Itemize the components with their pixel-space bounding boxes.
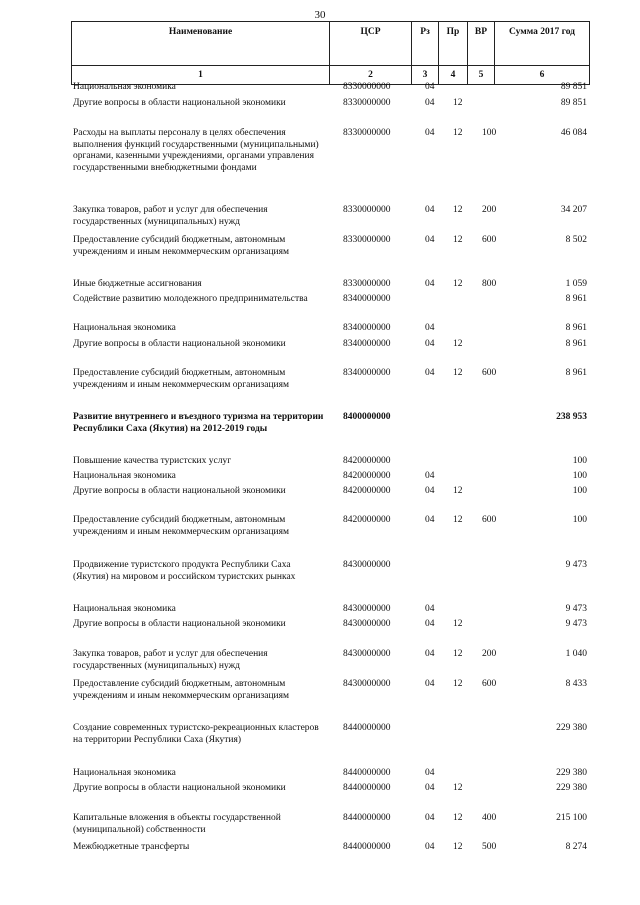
- row-name: Предоставление субсидий бюджетным, автономным учреждениям и иным некоммерческим организациям: [73, 515, 290, 537]
- row-csr: 8440000000: [343, 723, 391, 733]
- row-name: Другие вопросы в области национальной экономики: [73, 619, 286, 629]
- row-sum: 89 851: [560, 82, 587, 92]
- row-rz: 04: [425, 323, 435, 333]
- row-csr: 8430000000: [343, 619, 391, 629]
- header-col-number: 2: [330, 66, 412, 85]
- row-sum: 215 100: [556, 813, 587, 823]
- row-csr: 8330000000: [343, 82, 391, 92]
- row-vr: 800: [482, 279, 497, 289]
- row-rz: 04: [425, 279, 435, 289]
- row-vr: 600: [482, 368, 497, 378]
- row-name: Развитие внутреннего и въездного туризма на территории Республики Саха (Якутия) на 2012-2019 годы: [73, 412, 324, 434]
- row-sum: 100: [572, 515, 587, 525]
- row-sum: 8 961: [565, 339, 587, 349]
- row-pr: 12: [453, 649, 463, 659]
- row-name: Другие вопросы в области национальной экономики: [73, 783, 286, 793]
- row-pr: 12: [453, 679, 463, 689]
- row-sum: 34 207: [560, 205, 587, 215]
- row-pr: 12: [453, 515, 463, 525]
- row-rz: 04: [425, 783, 435, 793]
- row-rz: 04: [425, 486, 435, 496]
- row-pr: 12: [453, 486, 463, 496]
- row-name: Национальная экономика: [73, 323, 176, 333]
- row-csr: 8420000000: [343, 515, 391, 525]
- row-csr: 8440000000: [343, 842, 391, 852]
- row-sum: 100: [572, 471, 587, 481]
- row-sum: 8 433: [565, 679, 587, 689]
- row-pr: 12: [453, 783, 463, 793]
- row-csr: 8420000000: [343, 471, 391, 481]
- row-rz: 04: [425, 471, 435, 481]
- row-sum: 1 040: [565, 649, 587, 659]
- row-sum: 8 274: [565, 842, 587, 852]
- row-rz: 04: [425, 679, 435, 689]
- row-rz: 04: [425, 619, 435, 629]
- row-pr: 12: [453, 205, 463, 215]
- header-col-number: 5: [468, 66, 495, 85]
- row-csr: 8330000000: [343, 279, 391, 289]
- row-name: Другие вопросы в области национальной экономики: [73, 98, 286, 108]
- table-header: [71, 21, 590, 85]
- row-name: Национальная экономика: [73, 604, 176, 614]
- row-vr: 600: [482, 679, 497, 689]
- row-sum: 89 851: [560, 98, 587, 108]
- row-name: Предоставление субсидий бюджетным, автономным учреждениям и иным некоммерческим организациям: [73, 679, 290, 701]
- row-csr: 8340000000: [343, 368, 391, 378]
- page-number: 30: [314, 9, 326, 21]
- row-rz: 04: [425, 842, 435, 852]
- row-name: Другие вопросы в области национальной экономики: [73, 339, 286, 349]
- row-name: Предоставление субсидий бюджетным, автономным учреждениям и иным некоммерческим организациям: [73, 368, 290, 390]
- row-pr: 12: [453, 842, 463, 852]
- row-sum: 9 473: [565, 604, 587, 614]
- row-csr: 8430000000: [343, 679, 391, 689]
- row-pr: 12: [453, 813, 463, 823]
- row-sum: 229 380: [556, 723, 587, 733]
- row-csr: 8400000000: [343, 412, 391, 422]
- row-sum: 100: [572, 456, 587, 466]
- row-csr: 8330000000: [343, 128, 391, 138]
- row-name: Создание современных туристско-рекреационных кластеров на территории Республики Саха (Якутия): [73, 723, 319, 745]
- row-csr: 8430000000: [343, 560, 391, 570]
- row-name: Содействие развитию молодежного предпринимательства: [73, 294, 308, 304]
- header-col-number: 3: [412, 66, 439, 85]
- row-sum: 8 502: [565, 235, 587, 245]
- row-name: Закупка товаров, работ и услуг для обеспечения государственных (муниципальных) нужд: [73, 649, 268, 671]
- row-csr: 8440000000: [343, 783, 391, 793]
- row-name: Расходы на выплаты персоналу в целях обеспечения выполнения функций государственными (муниципальными) органами, казенными учреждениями, органами управления государственными внебюджетными фондами: [73, 128, 319, 173]
- row-name: Капитальные вложения в объекты государственной (муниципальной) собственности: [73, 813, 281, 835]
- row-csr: 8340000000: [343, 323, 391, 333]
- header-csr: ЦСР: [330, 22, 412, 66]
- row-name: Национальная экономика: [73, 471, 176, 481]
- row-rz: 04: [425, 813, 435, 823]
- header-pr: Пр: [439, 22, 468, 66]
- row-vr: 200: [482, 205, 497, 215]
- row-name: Иные бюджетные ассигнования: [73, 279, 202, 289]
- row-name: Межбюджетные трансферты: [73, 842, 190, 852]
- row-vr: 100: [482, 128, 497, 138]
- row-name: Закупка товаров, работ и услуг для обеспечения государственных (муниципальных) нужд: [73, 205, 268, 227]
- row-rz: 04: [425, 604, 435, 614]
- row-sum: 8 961: [565, 368, 587, 378]
- row-sum: 100: [572, 486, 587, 496]
- row-pr: 12: [453, 339, 463, 349]
- row-csr: 8430000000: [343, 649, 391, 659]
- row-pr: 12: [453, 128, 463, 138]
- row-sum: 229 380: [556, 768, 587, 778]
- row-rz: 04: [425, 768, 435, 778]
- row-csr: 8330000000: [343, 235, 391, 245]
- row-sum: 9 473: [565, 619, 587, 629]
- row-csr: 8440000000: [343, 768, 391, 778]
- header-sum: Сумма 2017 год: [495, 22, 590, 66]
- row-rz: 04: [425, 205, 435, 215]
- row-rz: 04: [425, 515, 435, 525]
- row-csr: 8440000000: [343, 813, 391, 823]
- row-csr: 8340000000: [343, 294, 391, 304]
- header-col-number: 6: [495, 66, 590, 85]
- header-rz: Рз: [412, 22, 439, 66]
- row-sum: 8 961: [565, 294, 587, 304]
- row-csr: 8330000000: [343, 98, 391, 108]
- row-sum: 1 059: [565, 279, 587, 289]
- row-rz: 04: [425, 82, 435, 92]
- row-csr: 8430000000: [343, 604, 391, 614]
- row-pr: 12: [453, 235, 463, 245]
- row-vr: 500: [482, 842, 497, 852]
- header-vr: ВР: [468, 22, 495, 66]
- row-name: Другие вопросы в области национальной экономики: [73, 486, 286, 496]
- row-sum: 46 084: [560, 128, 587, 138]
- header-col-number: 1: [72, 66, 330, 85]
- header-col-number: 4: [439, 66, 468, 85]
- row-csr: 8420000000: [343, 486, 391, 496]
- row-sum: 238 953: [556, 412, 587, 422]
- row-pr: 12: [453, 279, 463, 289]
- row-rz: 04: [425, 339, 435, 349]
- row-name: Национальная экономика: [73, 82, 176, 92]
- row-rz: 04: [425, 649, 435, 659]
- row-vr: 600: [482, 235, 497, 245]
- row-sum: 8 961: [565, 323, 587, 333]
- row-vr: 400: [482, 813, 497, 823]
- row-csr: 8330000000: [343, 205, 391, 215]
- row-sum: 9 473: [565, 560, 587, 570]
- row-name: Продвижение туристского продукта Республики Саха (Якутия) на мировом и российском туристских рынках: [73, 560, 296, 582]
- row-rz: 04: [425, 368, 435, 378]
- row-rz: 04: [425, 235, 435, 245]
- row-pr: 12: [453, 98, 463, 108]
- row-rz: 04: [425, 128, 435, 138]
- row-rz: 04: [425, 98, 435, 108]
- row-pr: 12: [453, 368, 463, 378]
- row-name: Национальная экономика: [73, 768, 176, 778]
- row-vr: 200: [482, 649, 497, 659]
- row-vr: 600: [482, 515, 497, 525]
- row-csr: 8420000000: [343, 456, 391, 466]
- header-name: Наименование: [72, 22, 330, 66]
- row-csr: 8340000000: [343, 339, 391, 349]
- row-pr: 12: [453, 619, 463, 629]
- row-name: Предоставление субсидий бюджетным, автономным учреждениям и иным некоммерческим организациям: [73, 235, 290, 257]
- row-name: Повышение качества туристских услуг: [73, 456, 232, 466]
- row-sum: 229 380: [556, 783, 587, 793]
